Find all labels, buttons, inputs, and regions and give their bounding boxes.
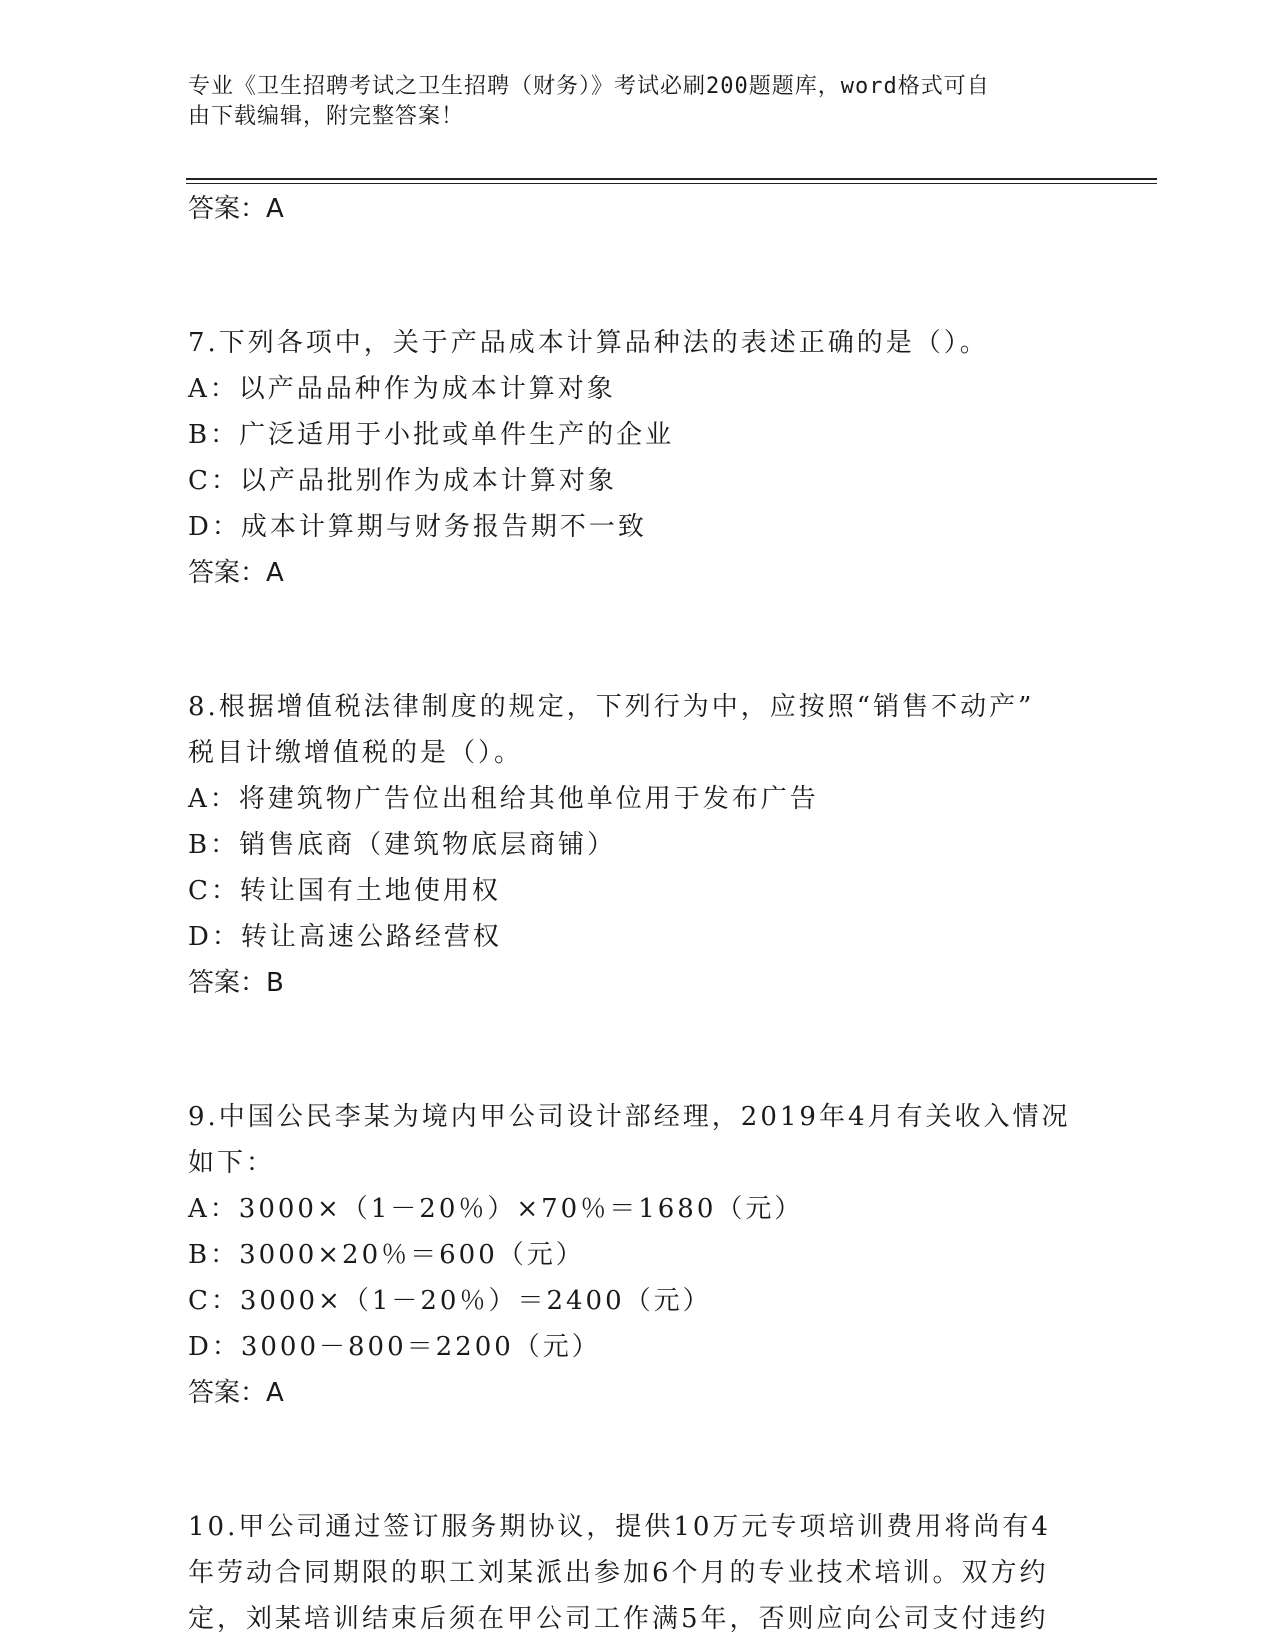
answer-option: B：销售底商（建筑物底层商铺） — [188, 830, 617, 860]
answer-option: A：3000×（1－20％）×70％＝1680（元） — [188, 1194, 804, 1224]
question-stem-line: 8.根据增值税法律制度的规定，下列行为中，应按照“销售不动产” — [188, 692, 1035, 722]
answer-option: D：3000－800＝2200（元） — [188, 1332, 601, 1362]
answer-prefix: 答案： — [188, 558, 267, 588]
answer-line — [188, 550, 1078, 596]
header-line-1: 专业《卫生招聘考试之卫生招聘（财务）》考试必刷200题题库，word格式可自 — [188, 74, 990, 99]
question-list — [188, 186, 1078, 1642]
answer-option: A：以产品品种作为成本计算对象 — [188, 374, 616, 404]
answer-option: A：将建筑物广告位出租给其他单位用于发布广告 — [188, 784, 819, 814]
answer-value: A — [266, 194, 284, 224]
answer-line — [188, 960, 1078, 1006]
question-spacer — [188, 596, 1078, 684]
header-line-2: 由下载编辑，附完整答案！ — [188, 104, 465, 129]
answer-option: D：成本计算期与财务报告期不一致 — [188, 512, 647, 542]
question-stem-line: 税目计缴增值税的是（）。 — [188, 738, 524, 768]
question-block — [188, 1504, 1078, 1642]
header-divider — [186, 178, 1157, 180]
answer-prefix: 答案： — [188, 194, 267, 224]
question-spacer — [188, 1006, 1078, 1094]
answer-value: A — [266, 1378, 284, 1408]
question-stem-line: 10.甲公司通过签订服务期协议，提供10万元专项培训费用将尚有4 — [188, 1512, 1051, 1542]
answer-value: B — [266, 968, 284, 998]
question-stem-line: 9.中国公民李某为境内甲公司设计部经理，2019年4月有关收入情况 — [188, 1102, 1071, 1132]
answer-option: D：转让高速公路经营权 — [188, 922, 502, 952]
answer-option: C：转让国有土地使用权 — [188, 876, 501, 906]
answer-value: A — [266, 558, 284, 588]
answer-prefix: 答案： — [188, 968, 267, 998]
question-block — [188, 1094, 1078, 1416]
answer-prefix: 答案： — [188, 1378, 267, 1408]
question-block — [188, 320, 1078, 596]
answer-option: B：广泛适用于小批或单件生产的企业 — [188, 420, 675, 450]
question-stem-line: 如下： — [188, 1148, 276, 1178]
answer-option: C：3000×（1－20％）＝2400（元） — [188, 1286, 712, 1316]
answer-line — [188, 186, 1078, 232]
answer-line — [188, 1370, 1078, 1416]
page-header — [188, 72, 1068, 132]
question-spacer — [188, 232, 1078, 320]
answer-option: B：3000×20％＝600（元） — [188, 1240, 585, 1270]
answer-option: C：以产品批别作为成本计算对象 — [188, 466, 617, 496]
header-divider-thin — [186, 183, 1157, 184]
question-stem-line: 7.下列各项中，关于产品成本计算品种法的表述正确的是（）。 — [188, 328, 989, 358]
question-stem-line: 定，刘某培训结束后须在甲公司工作满5年，否则应向公司支付违约 — [188, 1604, 1049, 1634]
question-spacer — [188, 1416, 1078, 1504]
question-block — [188, 684, 1078, 1006]
question-stem-line: 年劳动合同期限的职工刘某派出参加6个月的专业技术培训。双方约 — [188, 1558, 1049, 1588]
